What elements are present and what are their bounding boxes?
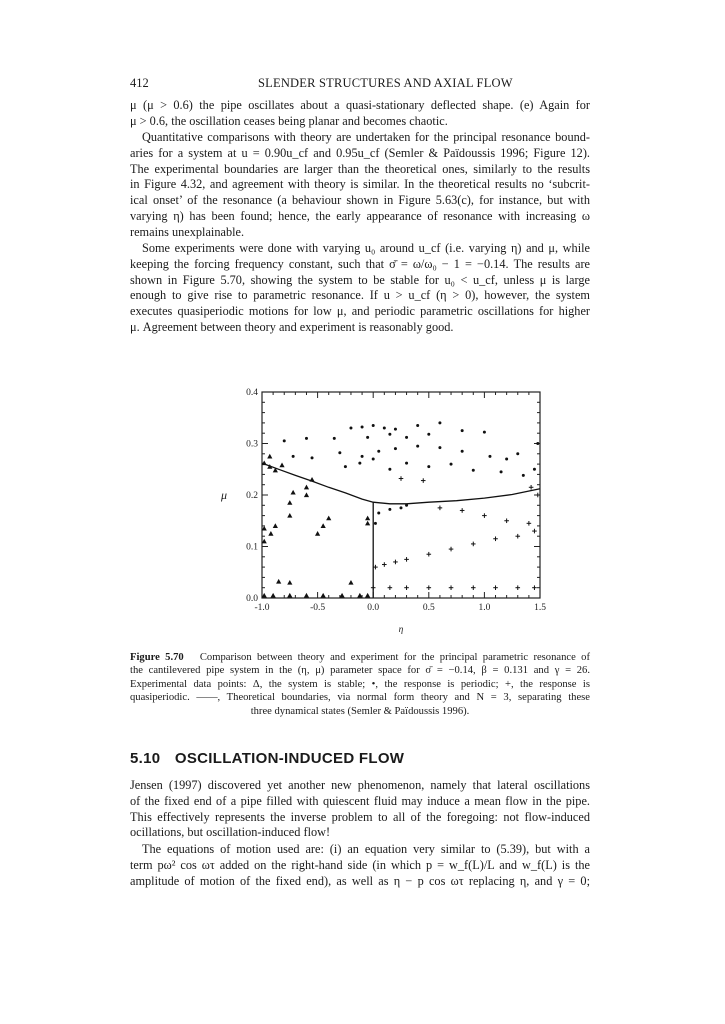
- stable-point: [365, 516, 370, 521]
- stable-point: [304, 593, 309, 598]
- text-line: remains unexplainable.: [130, 224, 245, 239]
- text-line: The experimental boundaries are larger than the theoretical ones, similarly to the results: [130, 161, 590, 176]
- quasiperiodic-point: [399, 476, 404, 481]
- x-tick-label: -1.0: [254, 603, 270, 613]
- stable-point: [287, 500, 292, 505]
- periodic-point: [394, 447, 397, 450]
- boundary-line: [262, 463, 540, 504]
- text-line: term pω² cos ωτ added on the right-hand side (in which p = w_f(L)/L and w_f(L) is the: [130, 857, 590, 872]
- periodic-point: [305, 437, 308, 440]
- text-line: varying η) has been found; hence, the early appearance of resonance with increasing ω: [130, 208, 590, 223]
- periodic-point: [377, 512, 380, 515]
- stable-point: [287, 580, 292, 585]
- quasiperiodic-point: [460, 508, 465, 513]
- periodic-point: [374, 522, 377, 525]
- text-line: μ > 0.6, the oscillation ceases being planar and becomes chaotic.: [130, 113, 448, 128]
- y-tick-label: 0.0: [246, 594, 258, 604]
- section-title: OSCILLATION-INDUCED FLOW: [174, 750, 405, 767]
- quasiperiodic-point: [427, 585, 432, 590]
- quasiperiodic-point: [449, 547, 454, 552]
- periodic-point: [533, 468, 536, 471]
- caption-line: Experimental data points: Δ, the system is stable; •, the response is periodic; +, the response is: [130, 678, 590, 690]
- periodic-point: [372, 457, 375, 460]
- periodic-point: [536, 442, 539, 445]
- quasiperiodic-point: [421, 478, 426, 483]
- periodic-point: [461, 429, 464, 432]
- stable-point: [315, 531, 320, 536]
- running-title: SLENDER STRUCTURES AND AXIAL FLOW: [258, 76, 513, 90]
- text-line: of the fixed end of a pipe filled with quiescent fluid may induce a mean flow in the pipe.: [130, 793, 590, 808]
- quasiperiodic-point: [393, 560, 398, 565]
- periodic-point: [311, 456, 314, 459]
- x-tick-label: 1.0: [478, 603, 491, 613]
- paragraph-2: [130, 130, 590, 241]
- text-line: Quantitative comparisons with theory are undertaken for the principal resonance bound-: [142, 130, 590, 144]
- periodic-point: [405, 436, 408, 439]
- quasiperiodic-point: [382, 562, 387, 567]
- periodic-point: [388, 508, 391, 511]
- periodic-point: [366, 436, 369, 439]
- text-line: keeping the forcing frequency constant, such that σ̄ = ω/ω₀ − 1 = −0.14. The results are: [130, 256, 590, 271]
- periodic-point: [349, 427, 352, 430]
- page-header: [130, 76, 590, 92]
- y-tick-label: 0.4: [246, 388, 258, 398]
- quasiperiodic-point: [529, 485, 534, 490]
- y-tick-label: 0.1: [246, 542, 258, 553]
- text-line: shown in Figure 5.70, showing the system to be stable for u₀ < u_cf, unless μ is large: [130, 272, 590, 287]
- periodic-point: [427, 433, 430, 436]
- periodic-point: [438, 421, 441, 424]
- quasiperiodic-point: [532, 529, 537, 534]
- stable-point: [279, 463, 284, 468]
- quasiperiodic-point: [504, 518, 509, 523]
- text-line: aries for a system at u = 0.90u_cf and 0.95u_cf (Semler & Païdoussis 1996; Figure 12).: [130, 145, 590, 160]
- quasiperiodic-point: [515, 534, 520, 539]
- text-line: enough to give rise to parametric resonance. If u > u_cf (η > 0), however, the system: [130, 288, 590, 303]
- stable-point: [271, 593, 276, 598]
- periodic-point: [405, 504, 408, 507]
- periodic-point: [383, 427, 386, 430]
- plot-frame: [262, 392, 540, 598]
- periodic-point: [483, 431, 486, 434]
- y-axis-label: μ: [220, 488, 228, 502]
- text-line: in Figure 4.32, and agreement with theory is similar. In the theoretical results no ‘subcrit-: [130, 177, 590, 192]
- scatter-chart: [200, 384, 560, 644]
- periodic-point: [522, 474, 525, 477]
- caption-line: three dynamical states (Semler & Païdoussis 1996).: [250, 705, 470, 717]
- x-tick-label: 0.5: [422, 603, 435, 613]
- periodic-point: [472, 469, 475, 472]
- stable-point: [321, 523, 326, 528]
- periodic-point: [516, 452, 519, 455]
- periodic-point: [488, 455, 491, 458]
- quasiperiodic-point: [388, 585, 393, 590]
- stable-point: [304, 492, 309, 497]
- x-axis-label: η: [398, 625, 404, 635]
- stable-point: [348, 580, 353, 585]
- section-number: 5.10: [130, 750, 161, 767]
- periodic-point: [416, 445, 419, 448]
- x-tick-label: 0.0: [367, 603, 380, 613]
- periodic-point: [416, 424, 419, 427]
- figure-label: Figure 5.70: [130, 652, 184, 663]
- periodic-point: [461, 450, 464, 453]
- periodic-point: [400, 506, 403, 509]
- text-line: Some experiments were done with varying u₀ around u_cf (i.e. varying η) and μ, while: [142, 241, 590, 255]
- stable-point: [304, 485, 309, 490]
- quasiperiodic-point: [493, 536, 498, 541]
- quasiperiodic-point: [404, 585, 409, 590]
- periodic-point: [388, 433, 391, 436]
- periodic-point: [450, 463, 453, 466]
- y-tick-label: 0.2: [246, 491, 258, 501]
- page-number: 412: [130, 76, 149, 90]
- quasiperiodic-point: [482, 513, 487, 518]
- text-line: ical onset’ of the resonance (a behaviour shown in Figure 5.63(c), for instance, but with: [130, 193, 590, 208]
- figure-caption: [130, 651, 590, 718]
- stable-point: [326, 516, 331, 521]
- stable-point: [321, 593, 326, 598]
- periodic-point: [283, 439, 286, 442]
- quasiperiodic-point: [532, 585, 537, 590]
- section-heading: [130, 750, 404, 767]
- text-line: μ. Agreement between theory and experiment is reasonably good.: [130, 319, 454, 334]
- quasiperiodic-point: [427, 552, 432, 557]
- periodic-point: [358, 462, 361, 465]
- text-line: μ (μ > 0.6) the pipe oscillates about a quasi-stationary deflected shape. (e) Again for: [130, 98, 590, 112]
- caption-line: the cantilevered pipe system in the (η, μ) parameter space for σ̄ = −0.14, β = 0.131 and γ = 26.: [130, 665, 590, 677]
- quasiperiodic-point: [471, 585, 476, 590]
- stable-point: [267, 454, 272, 459]
- stable-point: [291, 490, 296, 495]
- quasiperiodic-point: [527, 521, 532, 526]
- periodic-point: [361, 426, 364, 429]
- quasiperiodic-point: [471, 542, 476, 547]
- caption-line: quasiperiodic. ——, Theoretical boundaries, via normal form theory and N = 3, separating these: [130, 692, 590, 704]
- stable-point: [287, 593, 292, 598]
- periodic-point: [505, 457, 508, 460]
- periodic-point: [338, 451, 341, 454]
- periodic-point: [438, 446, 441, 449]
- periodic-point: [427, 465, 430, 468]
- quasiperiodic-point: [535, 493, 540, 498]
- stable-point: [287, 513, 292, 518]
- periodic-point: [388, 468, 391, 471]
- text-line: amplitude of motion of the fixed end), as well as η − p cos ωτ replacing η, and γ = 0;: [130, 873, 590, 888]
- quasiperiodic-point: [515, 585, 520, 590]
- periodic-point: [292, 455, 295, 458]
- caption-line: Comparison between theory and experiment for the principal parametric resonance of: [199, 652, 590, 663]
- x-tick-label: 1.5: [534, 603, 546, 613]
- periodic-point: [333, 437, 336, 440]
- text-line: ocillations, but oscillation-induced flow!: [130, 825, 331, 840]
- paragraph-1: [130, 98, 590, 130]
- periodic-point: [500, 470, 503, 473]
- figure-5-70: [200, 384, 560, 644]
- periodic-point: [372, 424, 375, 427]
- stable-point: [365, 593, 370, 598]
- stable-point: [276, 579, 281, 584]
- text-line: executes quasiperiodic motions for low μ, and periodic parametric oscillations for higher: [130, 304, 590, 319]
- periodic-point: [377, 450, 380, 453]
- y-tick-label: 0.3: [246, 439, 258, 450]
- periodic-point: [405, 462, 408, 465]
- quasiperiodic-point: [438, 506, 443, 511]
- stable-point: [268, 531, 273, 536]
- periodic-point: [361, 455, 364, 458]
- quasiperiodic-point: [449, 585, 454, 590]
- stable-point: [309, 477, 314, 482]
- x-tick-label: -0.5: [310, 603, 326, 613]
- text-line: Jensen (1997) discovered yet another new phenomenon, namely that lateral oscillations: [130, 778, 590, 792]
- stable-point: [273, 523, 278, 528]
- paragraph-3: [130, 241, 590, 336]
- periodic-point: [344, 465, 347, 468]
- stable-point: [365, 521, 370, 526]
- periodic-point: [394, 428, 397, 431]
- quasiperiodic-point: [493, 585, 498, 590]
- paragraph-4: [130, 778, 590, 841]
- text-line: The equations of motion used are: (i) an equation very similar to (5.39), but with a: [142, 842, 590, 856]
- quasiperiodic-point: [404, 557, 409, 562]
- quasiperiodic-point: [371, 585, 376, 590]
- paragraph-5: [130, 842, 590, 889]
- text-line: This effectively represents the inverse problem to all of the foregoing: not flow-induced: [130, 809, 590, 824]
